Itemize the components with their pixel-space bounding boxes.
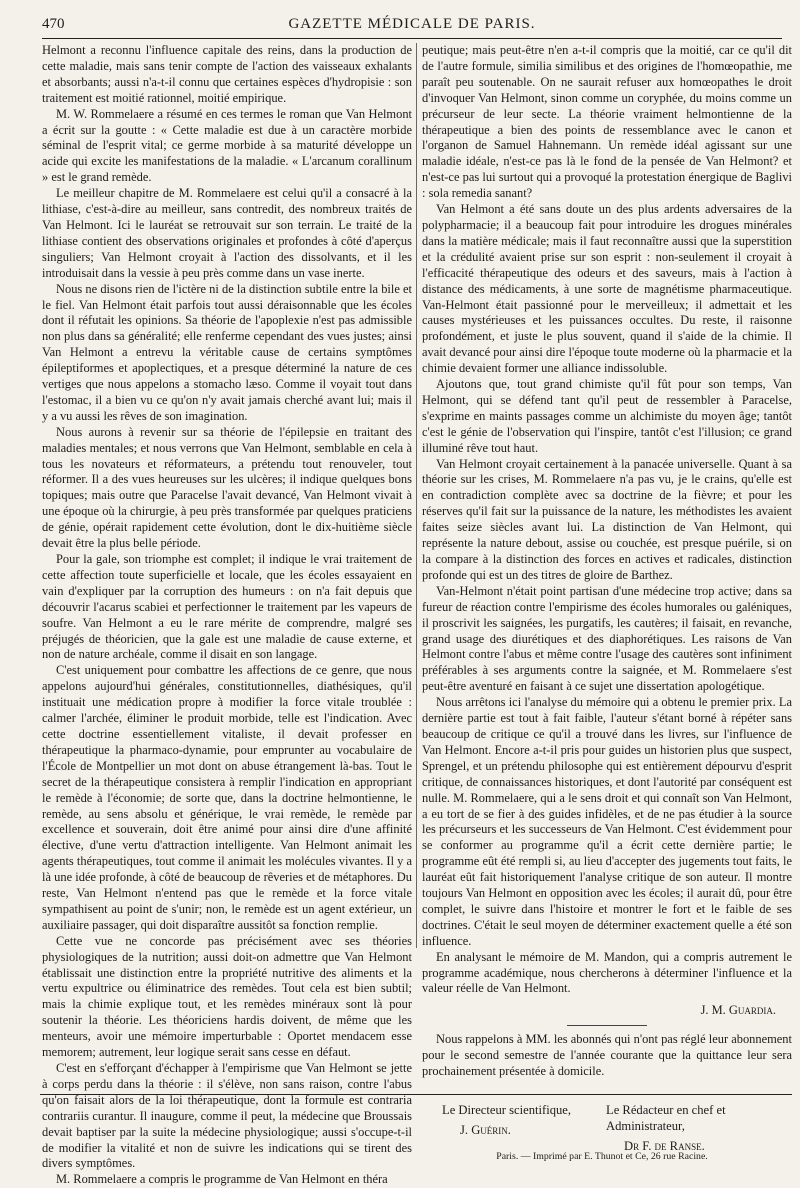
paragraph: peutique; mais peut-être n'en a-t-il compris que la moitié, car ce qu'il dit de l'autre formule, similia similibus et des origines de l'homœopathie, me paraît peu soutenable. On ne saurait refuser aux homœopathes le droit d'invoquer Van Helmont, sinon comme un coryphée, du moins comme un précurseur de leur secte. La théorie vraiment helmontienne de la thérapeutique a bien des points de ressemblance avec le canon et l'organon de Samuel Hahnemann. Un remède idéal agissant sur une maladie idéale, n'est-ce pas là le fond de la pensée de Van Helmont? et n'est-ce pas lui surtout qui a provoqué la protestation énergique de Baglivi : sola remedia sanant? bbox=[422, 43, 792, 201]
subscriber-notice: Nous rappelons à MM. les abonnés qui n'ont pas réglé leur abonnement pour le second semestre de l'année courante que la quittance leur sera prochainement présentée à domicile. bbox=[422, 1032, 792, 1079]
right-column bbox=[422, 43, 792, 1165]
scientific-director bbox=[442, 1103, 571, 1139]
paragraph: Helmont a reconnu l'influence capitale des reins, dans la production de cette maladie, mais sans tenir compte de l'action des vaisseaux exhalants et absorbants; aussi n'a-t-il connu que certaines espèces d'hydropisie : son traitement est moitié rationnel, moitié empirique. bbox=[42, 43, 412, 105]
editor-in-chief-name: Dr F. de Ranse. bbox=[624, 1138, 705, 1153]
short-rule bbox=[567, 1025, 647, 1026]
author-signature: J. M. Guardia. bbox=[700, 1003, 776, 1018]
paragraph: M. W. Rommelaere a résumé en ces termes le roman que Van Helmont a écrit sur la goutte : « Cette maladie est due à un caractère morbide séminal de l'esprit vital; ce germe morbide à sa maturité développe un acide qui excite les manifestations de la maladie. « L'arcanum corallinum » est le grand remède. bbox=[42, 106, 412, 185]
staff-credits bbox=[40, 1103, 792, 1153]
paragraph: Pour la gale, son triomphe est complet; il indique le vrai traitement de cette affection toute superficielle et locale, que les écoles essayaient en vain d'expliquer par la corruption des humeurs : on n'a fait depuis que découvrir l'acarus scabiei et perfectionner le traitement par les vapeurs de soufre. Van Helmont a eu le rare mérite de comprendre, malgré ses préjugés de théoricien, que la gale est une maladie de cause externe, et non de nature archéale, comme il disait en son langage. bbox=[42, 552, 412, 662]
paragraph: Nous aurons à revenir sur sa théorie de l'épilepsie en traitant des maladies mentales; et nous verrons que Van Helmont, semblable en cela à tous les novateurs et réformateurs, a prétendu tout renouveler, tout réformer. Il a des vues heureuses sur les ulcères; il indique quelques bons topiques; mais outre que Paracelse l'avait devancé, Van Helmont vivait à une époque où la chirurgie, à peu près transformée par quelques praticiens de génie, opérait rapidement cette évolution, dont le dix-huitième siècle devait être la plus belle période. bbox=[42, 424, 412, 551]
page-header bbox=[42, 14, 782, 36]
two-column-body bbox=[42, 39, 792, 1187]
column-divider bbox=[416, 43, 417, 948]
running-title: GAZETTE MÉDICALE DE PARIS. bbox=[288, 16, 536, 32]
paragraph: Le meilleur chapitre de M. Rommelaere est celui qu'il a consacré à la lithiase, c'est-à-dire au meilleur, sans contredit, des nombreux traités de Van Helmont. Ici le lauréat se retrouvait sur son terrain. Le traité de la lithiase contient des observations originales et profondes à côté d'aperçus singuliers; Van Helmont croyait à l'action des dissolvants, et il les introduisait dans la vessie à peu près comme dans un vase inerte. bbox=[42, 186, 412, 280]
paragraph: Van Helmont a été sans doute un des plus ardents adversaires de la polypharmacie; il a beaucoup fait pour introduire les drogues minérales dans la matière médicale; mais il faut reconnaître aussi que la superstition et la crédulité avaient prise sur son esprit : non-seulement il croyait à l'efficacité thérapeutique des odeurs et des saveurs, mais à l'action à distance des médicaments, à une sorte de magnétisme pharmaceutique. Van-Helmont était passionné pour le merveilleux; il admettait et les causes mystérieuses et les puissances occultes. Du reste, il raisonne profondément, et juste le plus souvent, quand il s'aide de la chimie. Il avait devancé pour ainsi dire l'époque toute moderne où la pharmacie et la chimie devaient former une alliance indissoluble. bbox=[422, 202, 792, 376]
footer-rule bbox=[40, 1094, 792, 1095]
left-column bbox=[42, 43, 412, 1188]
paragraph: Van Helmont croyait certainement à la panacée universelle. Quant à sa théorie sur les crises, M. Rommelaere n'a pas vu, je le crains, qu'elle est en contradiction complète avec sa doctrine de la fièvre; et pour les réserves qu'il fait sur la puissance de la nature, les méthodistes les avaient faites seize siècles avant lui. La distinction de Van Helmont, qui représente la nature debout, assise ou couchée, est presque puérile, si on la compare à la distinction des forces en actives et radicales, distinction profonde qui est un des titres de gloire de Barthez. bbox=[422, 456, 792, 582]
scientific-director-title: Le Directeur scientifique, bbox=[442, 1103, 572, 1117]
paragraph: En analysant le mémoire de M. Mandon, qui a compris autrement le programme académique, nous chercherons à déterminer l'influence et la valeur réelle de Van Helmont. bbox=[422, 949, 792, 996]
paragraph: Ajoutons que, tout grand chimiste qu'il fût pour son temps, Van Helmont, qui se défend tant qu'il peut de ressembler à Paracelse, s'exprime en maints passages comme un alchimiste du moyen âge; tantôt c'est le génie de l'observation qui l'inspire, tantôt c'est l'illusion; ce grand illuminé rêve tout haut. bbox=[422, 377, 792, 455]
printer-imprint: Paris. — Imprimé par E. Thunot et Ce, 26 rue Racine. bbox=[496, 1151, 708, 1162]
paragraph: C'est en s'efforçant d'échapper à l'empirisme que Van Helmont se jette à corps perdu dans la théorie : il s'élève, non sans raison, contre l'abus qu'on faisait alors de la loi thérapeutique, dont la formule est contraria contrariis curantur. Il inaugure, comme il peut, la médecine que Broussais devait baptiser par la suite la médecine physiologique; aussi s'occupe-t-il de modifier la vitalité et non de suivre les indications qui se tirent des divers symptômes. bbox=[42, 1061, 412, 1171]
paragraph: Cette vue ne concorde pas précisément avec ses théories physiologiques de la nutrition; aussi doit-on admettre que Van Helmont établissait une distinction entre la propriété nutritive des aliments et la vertu expultrice ou éliminatrice des remèdes. Tout cela est bien subtil; mais la chimie explique tout, et les remèdes minéraux sont là pour soutenir la théorie. Les théoriciens hardis doivent, de même que les menteurs, avoir une mémoire imperturbable : Oportet mendacem esse memorem; autrement, leur logique serait sans cesse en défaut. bbox=[42, 933, 412, 1060]
paragraph: Van-Helmont n'était point partisan d'une médecine trop active; dans sa fureur de réaction contre l'empirisme des écoles humorales ou galéniques, il proscrivit les saignées, les purgatifs, les cautères; il faisait, en revanche, grand usage des diurétiques et des diaphorétiques. Les raisons de Van Helmont contre l'abus et même contre l'usage des cautères sont infiniment préférables à ses arguments contre la saignée, et M. Rommelaere s'est peut-être aventuré en faisant à ce sujet une dissertation apologétique. bbox=[422, 583, 792, 694]
page-number: 470 bbox=[42, 16, 65, 32]
editor-in-chief bbox=[606, 1103, 792, 1155]
paragraph: Nous arrêtons ici l'analyse du mémoire qui a obtenu le premier prix. La dernière partie est tout à fait faible, l'auteur s'étant borné à répéter sans beaucoup de critique ce qu'il a trouvé dans les livres, sur l'influence de Van Helmont. Encore a-t-il pris pour guides un historien plus que suspect, Sprengel, et un prétendu philosophe qui est entièrement dépourvu d'esprit critique, de connaissances historiques, et dont l'autorité par conséquent est nulle. M. Rommelaere, qui a le sens droit et qui connaît son Van Helmont, a eu tort de se fier à des guides infidèles, et de ne pas étudier à la source les précurseurs et les successeurs de Van Helmont. C'est évidemment pour se conformer au programme qu'il a écrit cette dernière partie; le programme eût été rempli si, au lieu d'accepter des jugements tout faits, le lauréat eût fait historiquement l'analyse critique de son auteur. Il montre toujours Van Helmont en opposition avec les écoles; il aurait dû, pour être complet, le suivre dans l'histoire et montrer le fort et le faible de ses doctrines. C'était le seul moyen de déterminer exactement quelle a été son influence. bbox=[422, 695, 792, 948]
paragraph: Nous ne disons rien de l'ictère ni de la distinction subtile entre la bile et le fiel. Van Helmont était parfois tout aussi déraisonnable que les écoles dont il réfutait les opinions. Sa théorie de l'apoplexie n'est pas admissible non plus dans sa généralité; elle renferme cependant des vues justes; ainsi Van Helmont a entrevu la véritable cause de certains symptômes épileptiformes et apoplectiques, et a presque déterminé la nature de ces vertiges que nous appelons a stomacho læso. Comme il voyait tout dans l'estomac, il a bien vu ce qu'on n'y avait jamais cherché avant lui; mais il y a vu aussi les rêves de son imagination. bbox=[42, 281, 412, 423]
paragraph: C'est uniquement pour combattre les affections de ce genre, que nous appelons aujourd'hui générales, constitutionnelles, diathésiques, qu'il instituait une médication propre à modifier la force vitale troublée : calmer l'archée, éliminer le produit morbide, telle est l'indication. Avec cette doctrine essentiellement vitaliste, il devait professer en thérapeutique la pharmaco-dynamie, pour emprunter au vocabulaire de l'École de Montpellier un mot dont on abuse étrangement là-bas. Tout le secret de la thérapeutique consistera à remplir l'indication en appropriant le remède à l'économie; de sorte que, dans la doctrine helmontienne, le remède, au sens absolu et générique, le vrai remède, le remède par excellence et souverain, doit être animé pour ainsi dire d'une affinité élective, d'une vertu d'attraction intelligente. Van Helmont animait les agents thérapeutiques, tout comme il animait les molécules vivantes. Il y a là une idée profonde, à côté de beaucoup de rêveries et de métaphores. Du reste, Van Helmont n'entend pas que le remède et la force vitale sympathisent au point de s'unir; non, le remède est un agent extérieur, un auxiliaire passager, qui doit disparaître aussitôt sa fonction remplie. bbox=[42, 663, 412, 932]
paragraph: M. Rommelaere a compris le programme de Van Helmont en théra bbox=[56, 1172, 388, 1187]
right-column-text bbox=[422, 43, 792, 997]
editor-in-chief-title: Le Rédacteur en chef et Administrateur, bbox=[606, 1103, 726, 1133]
scientific-director-name: J. Guérin. bbox=[460, 1122, 511, 1137]
